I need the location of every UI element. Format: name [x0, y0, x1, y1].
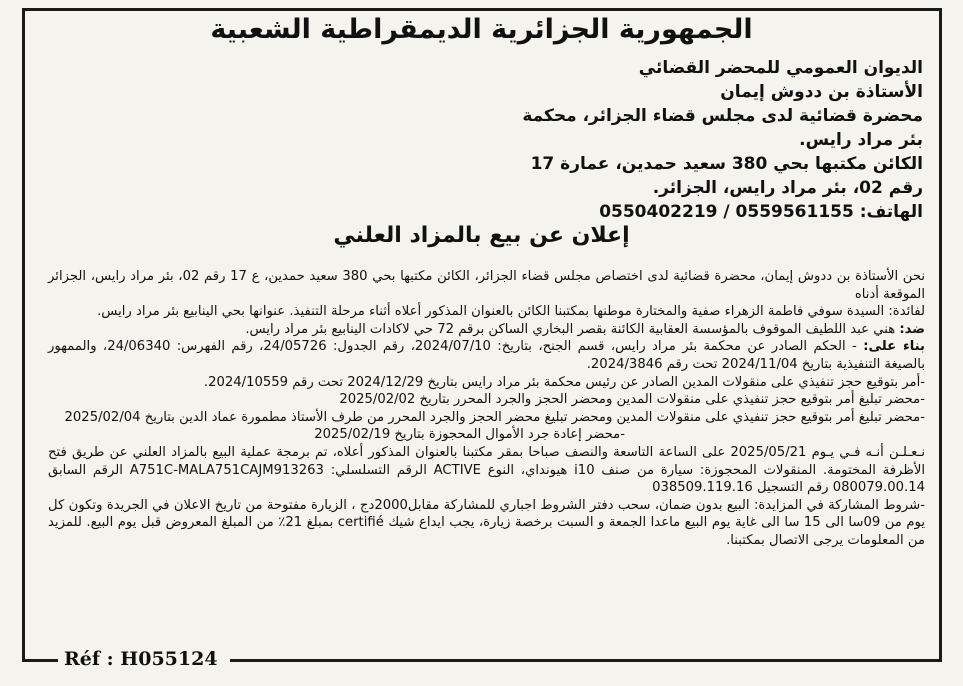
office-line: الكائن مكتبها بحي 380 سعيد حمدين، عمارة 17	[530, 154, 923, 174]
against-text: هني عبد اللطيف الموقوف بالمؤسسة العقابية الكائنة بقصر البخاري الساكن برقم 72 حي لاكادات الينابيع بئر مراد رايس.	[245, 321, 900, 337]
basis-label: بناء على:	[863, 339, 925, 355]
frame-bottom-right	[218, 659, 942, 662]
document-item: -محضر تبليغ أمر بتوقيع حجز تنفيذي على منقولات المدين ومحضر تبليغ محضر الحجز والجرد المحرر من طرف الأستاذ مطمورة عماد الدين بتاريخ 2025/02/04	[64, 409, 925, 425]
announcement-title: إعلان عن بيع بالمزاد العلني	[333, 223, 630, 248]
phone-numbers: 0559561155 / 0550402219	[599, 202, 854, 222]
beneficiary-paragraph: لفائدة: السيدة سوفي فاطمة الزهراء صفية والمختارة موطنها بمكتبنا الكائن بالعنوان المذكور أعلاه أثناء مرحلة التنفيذ. عنوانها بحي الينابيع بئر مراد رايس.	[97, 304, 925, 320]
republic-title: الجمهورية الجزائرية الديمقراطية الشعبية	[210, 14, 753, 45]
phone-line	[443, 200, 923, 224]
office-line: رقم 02، بئر مراد رايس، الجزائر.	[652, 178, 923, 198]
office-line: بئر مراد رايس.	[799, 130, 923, 150]
conditions-paragraph: -شروط المشاركة في المزايدة: البيع بدون ضمان، سحب دفتر الشروط اجباري للمشاركة مقابل2000دج ، الزيارة مفتوحة من تاريخ الاعلان في الجريدة وتكون كل يوم من 09سا الى 15 سا الى غاية يوم البيع ماعدا الجمعة و السبت برخصة زيارة، يجب ايداع شيك certifié بمبلغ 21٪ من المبلغ المعروض قبل يوم البيع. للمزيد من المعلومات يرجى الاتصال بمكتبنا.	[48, 497, 925, 548]
office-line: الأستاذة بن ددوش إيمان	[720, 82, 923, 102]
against-label: ضد:	[899, 321, 925, 337]
document-item: -محضر تبليغ أمر بتوقيع حجز تنفيذي على منقولات المدين ومحضر الحجز والجرد المحرر بتاريخ 2025/02/02	[339, 392, 925, 408]
sale-notice-paragraph: نـعـلـن أنـه فـي يـوم 2025/05/21 على الساعة التاسعة والنصف صباحا بمقر مكتبنا بالعنوان المذكور أعلاه، تم برمجة عملية البيع بالمزاد العلني عن طريق فتح الأظرفة المختومة. المنقولات المحجوزة: سيارة من صنف i10 هيونداي، النوع ACTIVE الرقم التسلسلي: A751C-MALA751CAJM913263 الرقم السابق 080079.00.14 رقم التسجيل 038509.119.16	[48, 444, 926, 496]
intro-paragraph: نحن الأستاذة بن ددوش إيمان، محضرة قضائية لدى اختصاص مجلس قضاء الجزائر، الكائن مكتبها بحي 380 سعيد حمدين، ع 17 رقم 02، بئر مراد رايس، الجزائر الموقعة أدناه	[48, 269, 926, 302]
notice-body	[48, 268, 925, 550]
office-line: محضرة قضائية لدى مجلس قضاء الجزائر، محكمة	[522, 106, 923, 126]
reference-number: Réf : H055124	[58, 646, 230, 672]
against-paragraph	[48, 321, 925, 339]
document-item: -محضر إعادة جرد الأموال المحجوزة بتاريخ 2025/02/19	[314, 427, 625, 443]
bailiff-office-header	[443, 56, 923, 224]
phone-label: الهاتف:	[859, 202, 923, 222]
office-line: الديوان العمومي للمحضر القضائي	[638, 58, 923, 78]
basis-paragraph	[48, 338, 925, 373]
document-item: -أمر بتوقيع حجز تنفيذي على منقولات المدين الصادر عن رئيس محكمة بئر مراد رايس بتاريخ 2024/12/29 تحت رقم 2024/10559.	[203, 374, 925, 390]
basis-text: - الحكم الصادر عن محكمة بئر مراد رايس، قسم الجنح، بتاريخ: 2024/07/10، رقم الجدول: 24/05726، رقم الفهرس: 24/06340، والممهور بالصيغة التنفيذية بتاريخ 2024/11/04 تحت رقم 2024/3846.	[48, 339, 925, 372]
frame-bottom-left	[22, 659, 58, 662]
